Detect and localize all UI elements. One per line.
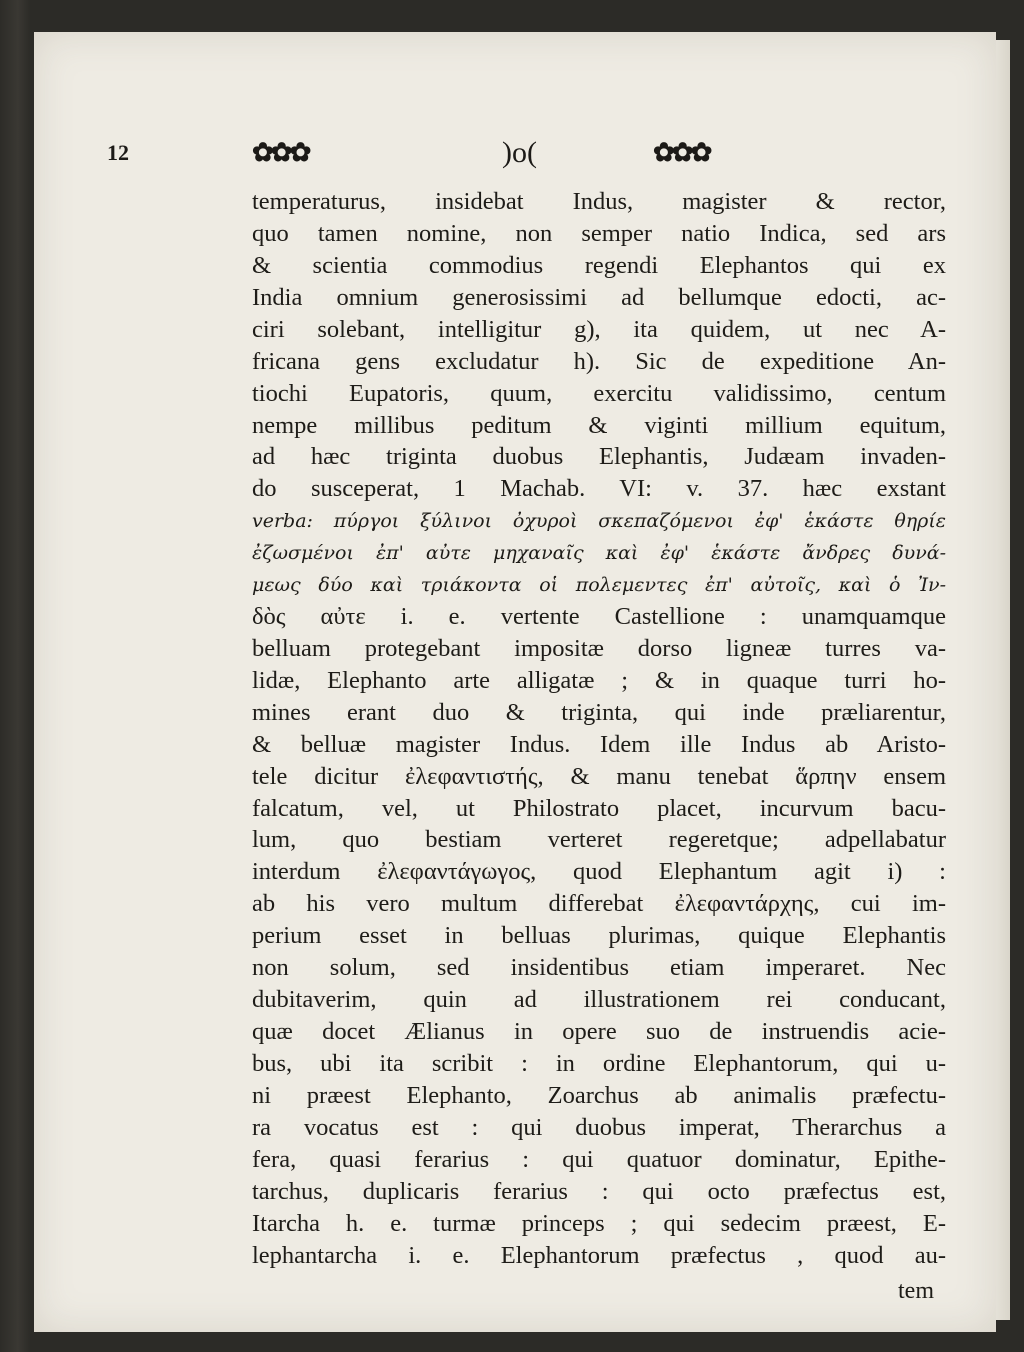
text-line: Itarcha h. e. turmæ princeps ; qui sedecim præest, E- <box>252 1210 946 1237</box>
text-line: dubitaverim, quin ad illustrationem rei conducant, <box>252 986 946 1013</box>
text-line: temperaturus, insidebat Indus, magister & rector, <box>252 188 946 215</box>
text-line: ra vocatus est : qui duobus imperat, Therarchus a <box>252 1114 946 1141</box>
text-line: ni præest Elephanto, Zoarchus ab animalis præfectu- <box>252 1082 946 1109</box>
text-line: tiochi Eupatoris, quum, exercitu validissimo, centum <box>252 380 946 407</box>
ornament-right: ✿✿✿ <box>653 138 710 168</box>
text-line: δὸς αὐτε i. e. vertente Castellione : unamquamque <box>252 603 946 630</box>
text-line: lephantarcha i. e. Elephantorum præfectus , quod au- <box>252 1242 946 1269</box>
text-line: non solum, sed insidentibus etiam imperaret. Nec <box>252 954 946 981</box>
text-line: fricana gens excludatur h). Sic de expeditione An- <box>252 348 946 375</box>
ornament-center: )o( <box>502 136 537 169</box>
text-line: nempe millibus peditum & viginti millium equitum, <box>252 412 946 439</box>
text-line: falcatum, vel, ut Philostrato placet, incurvum bacu- <box>252 795 946 822</box>
text-line: lum, quo bestiam verteret regeretque; adpellabatur <box>252 826 946 853</box>
greek-line: μεως δύο καὶ τριάκοντα οἱ πολεμεντες ἐπ' αὐτοῖς, καὶ ὁ Ἰν- <box>252 574 946 596</box>
catchword: tem <box>898 1278 934 1304</box>
text-line: bus, ubi ita scribit : in ordine Elephantorum, qui u- <box>252 1050 946 1077</box>
text-line: tele dicitur ἐλεφαντιστής, & manu tenebat ἅρπην ensem <box>252 763 946 790</box>
ornament-left: ✿✿✿ <box>252 138 309 168</box>
text-line: quo tamen nomine, non semper natio Indica, sed ars <box>252 220 946 247</box>
text-line: & scientia commodius regendi Elephantos qui ex <box>252 252 946 279</box>
text-line: lidæ, Elephanto arte alligatæ ; & in quaque turri ho- <box>252 667 946 694</box>
page-number: 12 <box>107 140 129 165</box>
text-line: ab his vero multum differebat ἐλεφαντάρχης, cui im- <box>252 890 946 917</box>
running-header <box>34 136 996 180</box>
text-line: quæ docet Ælianus in opere suo de instruendis acie- <box>252 1018 946 1045</box>
text-line: tarchus, duplicaris ferarius : qui octo præfectus est, <box>252 1178 946 1205</box>
text-line: ad hæc triginta duobus Elephantis, Judæam invaden- <box>252 443 946 470</box>
text-line: fera, quasi ferarius : qui quatuor dominatur, Epithe- <box>252 1146 946 1173</box>
text-line: mines erant duo & triginta, qui inde præliarentur, <box>252 699 946 726</box>
text-line: belluam protegebant impositæ dorso ligneæ turres va- <box>252 635 946 662</box>
text-line: do susceperat, 1 Machab. VI: v. 37. hæc exstant <box>252 475 946 502</box>
text-line: interdum ἐλεφαντάγωγος, quod Elephantum agit i) : <box>252 858 946 885</box>
text-line: perium esset in belluas plurimas, quique Elephantis <box>252 922 946 949</box>
greek-line: verba: πύργοι ξύλινοι ὀχυροὶ σκεπαζόμενοι ἐφ' ἑκάστε θηρίε <box>252 510 946 532</box>
text-line: ciri solebant, intelligitur g), ita quidem, ut nec A- <box>252 316 946 343</box>
text-line: & belluæ magister Indus. Idem ille Indus ab Aristo- <box>252 731 946 758</box>
greek-line: ἐζωσμένοι ἐπ' αὐτε μηχαναῖς καὶ ἐφ' ἑκάστε ἄνδρες δυνά- <box>252 542 946 564</box>
text-line: India omnium generosissimi ad bellumque edocti, ac- <box>252 284 946 311</box>
